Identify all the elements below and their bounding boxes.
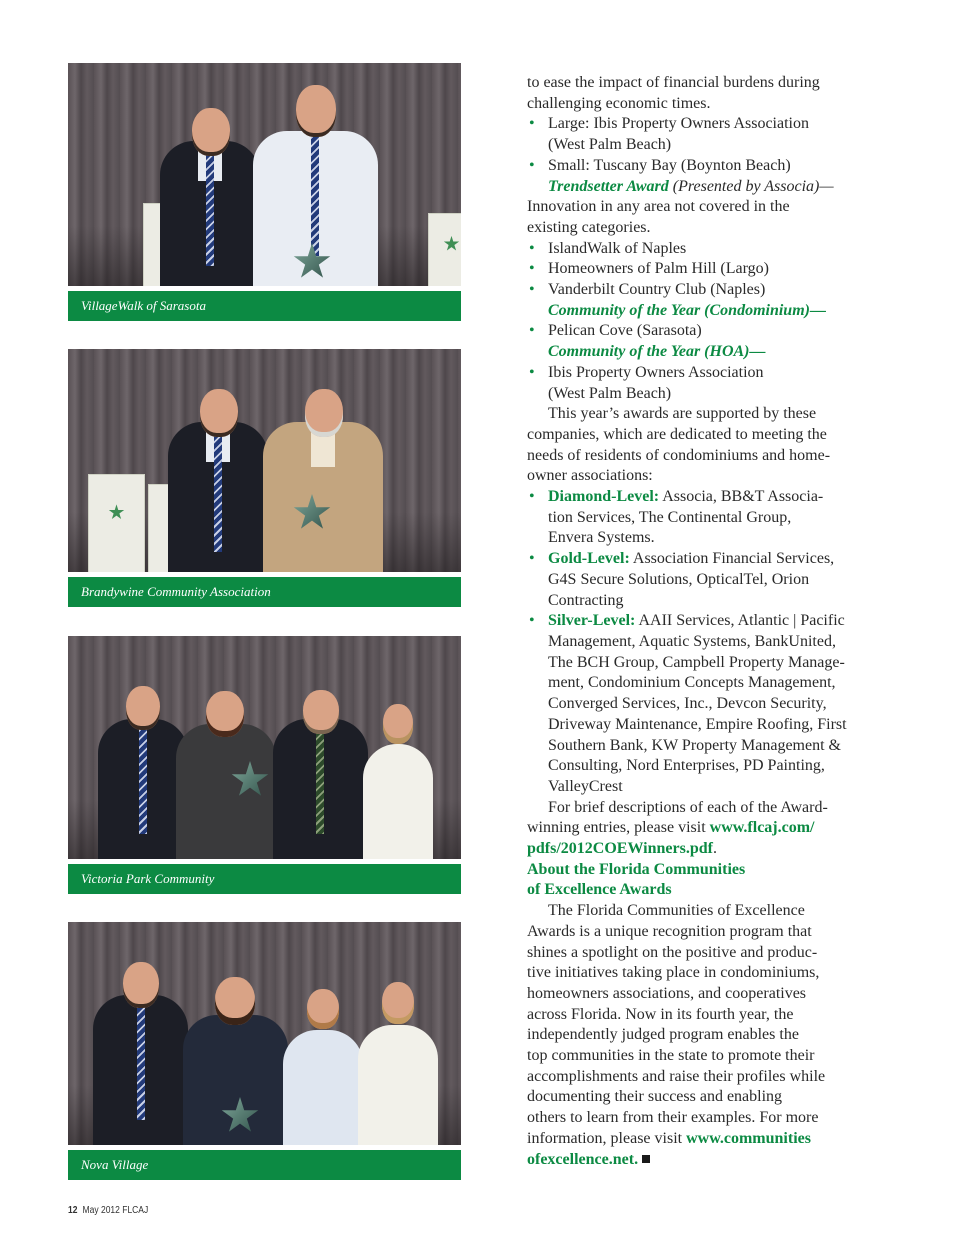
gift-bag — [88, 474, 145, 572]
trendsetter-heading: Trendsetter Award (Presented by Associa)— Innovation in any area not covered in the existing categories. — [527, 177, 834, 236]
person — [183, 955, 288, 1145]
person — [358, 970, 438, 1145]
photo-block-2 — [68, 349, 461, 607]
award-photo — [68, 349, 461, 572]
about-text: The Florida Communities of Excellence Awards is a unique recognition program that shines a spotlight on the positive and produc- tive initiatives taking place in condominiums, homeowners associations, and cooperatives across Florida. Now in its fourth year, the independently judged program enables the top communities in the state to promote their accomplishments and raise their profiles while documenting their success and enabling others to learn from their examples. For more information, please visit www.communities ofexcellence.net. — [527, 902, 826, 1168]
photo-block-3 — [68, 636, 461, 894]
sponsor-item: • Gold-Level: Association Financial Services, G4S Secure Solutions, OpticalTel, Orion Contracting — [529, 550, 835, 609]
sponsor-item: • Silver-Level: AAII Services, Atlantic | Pacific Management, Aquatic Systems, BankUnited, The BCH Group, Campbell Property Manage- ment, Condominium Concepts Management, Converged Services, Inc., Devcon Security, Driveway Maintenance, Empire Roofing, First Southern Bank, KW Property Management & Consulting, Nord Enterprises, PD Painting, ValleyCrest — [529, 612, 847, 795]
hoa-heading: Community of the Year (HOA)— — [548, 343, 766, 361]
person — [98, 664, 188, 859]
about-heading: About the Florida Communities of Excellence Awards — [527, 860, 746, 899]
photo-caption: VillageWalk of Sarasota — [68, 291, 461, 321]
person — [273, 664, 368, 859]
page-footer — [68, 1205, 148, 1216]
person — [160, 86, 260, 286]
list-item: • Large: Ibis Property Owners Association (West Palm Beach) — [529, 115, 809, 154]
photo-block-1 — [68, 63, 461, 321]
award-photo — [68, 63, 461, 286]
person — [168, 367, 268, 572]
list-item: • Vanderbilt Country Club (Naples) — [529, 281, 766, 299]
person — [263, 367, 383, 572]
person — [253, 71, 378, 286]
photo-caption: Nova Village — [68, 1150, 461, 1180]
photo-block-4 — [68, 922, 461, 1180]
person — [93, 940, 188, 1145]
condo-heading: Community of the Year (Condominium)— — [548, 301, 826, 319]
page-number: 12 — [68, 1205, 78, 1216]
list-item: • Ibis Property Owners Association (West Palm Beach) — [529, 363, 764, 402]
end-mark-icon — [642, 1155, 650, 1163]
issue-label: May 2012 FLCAJ — [82, 1205, 149, 1216]
list-item: • IslandWalk of Naples — [529, 239, 687, 257]
person — [283, 975, 363, 1145]
list-item: • Homeowners of Palm Hill (Largo) — [529, 260, 769, 278]
list-item: • Pelican Cove (Sarasota) — [529, 322, 702, 340]
intro-text: to ease the impact of financial burdens during challenging economic times. — [527, 74, 820, 112]
article-column — [527, 73, 879, 1170]
person — [363, 694, 433, 859]
photo-caption: Victoria Park Community — [68, 864, 461, 894]
winners-link[interactable]: www.flcaj.com/ pdfs/2012COEWinners.pdf — [527, 819, 815, 858]
photo-caption: Brandywine Community Association — [68, 577, 461, 607]
brief-text: For brief descriptions of each of the Award- winning entries, please visit www.flcaj.com/ pdfs/2012COEWinners.pdf. — [527, 798, 828, 858]
communities-link[interactable]: www.communities ofexcellence.net — [527, 1129, 811, 1168]
award-photo — [68, 922, 461, 1145]
gift-bag — [428, 213, 461, 286]
sponsor-item: • Diamond-Level: Associa, BB&T Associa- tion Services, The Continental Group, Envera Systems. — [529, 488, 824, 547]
list-item: • Small: Tuscany Bay (Boynton Beach) — [529, 156, 791, 174]
award-photo — [68, 636, 461, 859]
sponsors-intro: This year’s awards are supported by these companies, which are dedicated to meeting the needs of residents of condominiums and home- owner associations: — [527, 405, 831, 485]
person — [176, 669, 276, 859]
